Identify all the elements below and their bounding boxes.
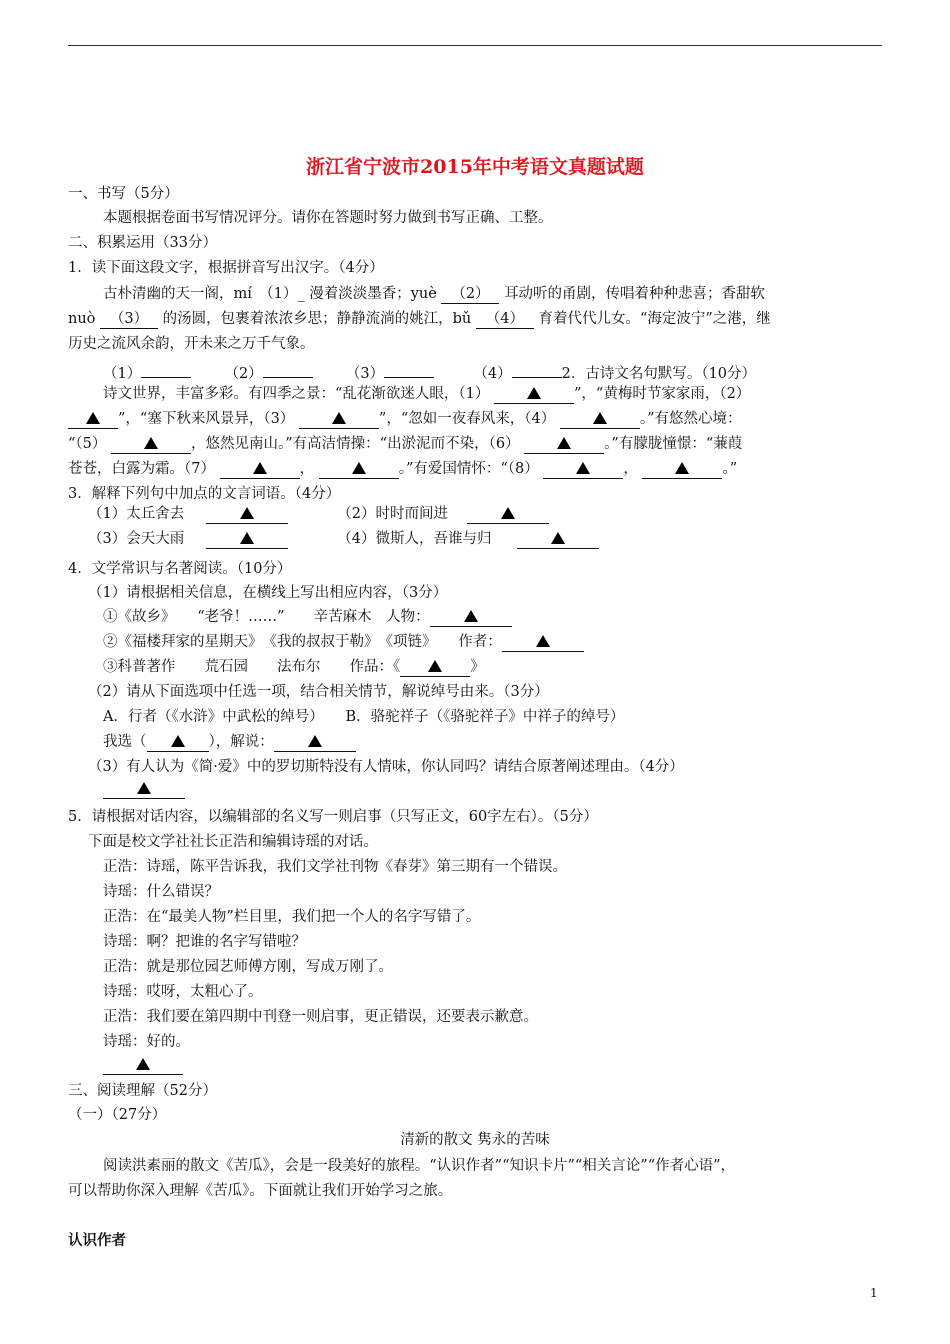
dialogue-line: 诗瑶：啊？把谁的名字写错啦？ <box>103 934 306 950</box>
reading-part-1-heading: （一）（27分） <box>68 1107 167 1123</box>
q2-line-4: 苍苍，白露为霜。（7） ， 。”有爱国情怀：“（8） ， 。” <box>68 461 738 477</box>
q4-part-1: （1）请根据相关信息，在横线上写出相应内容，（3分） <box>88 585 448 601</box>
dialogue-line: 正浩：我们要在第四期中刊登一则启事，更正错误，还要表示歉意。 <box>103 1009 538 1025</box>
q2-line-1: 诗文世界，丰富多彩。有四季之景：“乱花渐欲迷人眼，（1） ”，“黄梅时节家家雨，（2） <box>103 386 751 402</box>
q5-heading: 5．请根据对话内容，以编辑部的名义写一则启事（只写正文，60字左右）。（5分） <box>68 809 598 825</box>
answer-blank[interactable] <box>400 658 470 677</box>
triangle-icon <box>551 532 565 544</box>
triangle-icon <box>675 462 689 474</box>
triangle-icon <box>527 387 541 399</box>
answer-blank[interactable] <box>524 435 604 454</box>
answer-blank[interactable] <box>384 359 434 378</box>
section-1-heading: 一、书写（5分） <box>68 186 179 202</box>
q3-heading: 3．解释下列句中加点的文言词语。（4分） <box>68 486 341 502</box>
answer-blank[interactable] <box>147 733 209 752</box>
q4-part-3-answer <box>103 779 185 799</box>
answer-blank[interactable] <box>512 359 562 378</box>
triangle-icon <box>144 437 158 449</box>
triangle-icon <box>308 735 322 747</box>
triangle-icon <box>240 507 254 519</box>
dialogue-line: 诗瑶：好的。 <box>103 1034 190 1050</box>
page-number: 1 <box>870 1286 878 1300</box>
q1-passage-line-1: 古朴清幽的天一阁，mí （1）_ 漫着淡淡墨香；yuè （2） 耳动听的甬剧，传唱着种种悲喜；香甜软 <box>103 286 766 302</box>
answer-blank[interactable] <box>111 435 191 454</box>
triangle-icon <box>136 1058 150 1070</box>
q4-options: A．行者（《水浒》中武松的绰号） B．骆驼祥子（《骆驼祥子》中祥子的绰号） <box>103 709 625 725</box>
header-rule <box>68 45 882 46</box>
answer-blank[interactable] <box>103 780 185 799</box>
triangle-icon <box>332 412 346 424</box>
section-3-heading: 三、阅读理解（52分） <box>68 1083 217 1099</box>
reading-title: 清新的散文 隽永的苦味 <box>400 1132 550 1148</box>
answer-blank[interactable] <box>141 359 191 378</box>
triangle-icon <box>557 437 571 449</box>
q5-intro: 下面是校文学社社长正浩和编辑诗瑶的对话。 <box>88 834 378 850</box>
triangle-icon <box>240 532 254 544</box>
dialogue-line: 正浩：就是那位园艺师傅方刚，写成万刚了。 <box>103 959 393 975</box>
q1-passage-line-2: nuò （3） 的汤圆，包裹着浓浓乡思；静静流淌的姚江，bǔ （4） 育着代代儿女。“海定波宁”之港，继 <box>68 311 771 327</box>
triangle-icon <box>576 462 590 474</box>
dialogue-line: 诗瑶：哎呀，太粗心了。 <box>103 984 263 1000</box>
q5-answer <box>103 1055 183 1075</box>
answer-blank[interactable] <box>103 1056 183 1075</box>
q3-row-1: （1）太丘舍去 （2）时时而间进 <box>88 504 549 524</box>
dialogue-line: 诗瑶：什么错误？ <box>103 884 219 900</box>
q4-choice-row: 我选（ ），解说： <box>103 732 356 752</box>
triangle-icon <box>501 507 515 519</box>
answer-blank[interactable] <box>430 608 512 627</box>
answer-blank[interactable] <box>263 359 313 378</box>
q2-line-2: ”，“塞下秋来风景异，（3） ”，“忽如一夜春风来，（4） 。”有悠然心境： <box>68 409 742 429</box>
answer-blank[interactable] <box>274 733 356 752</box>
answer-blank[interactable] <box>494 385 574 404</box>
subsection-heading: 认识作者 <box>68 1232 126 1249</box>
triangle-icon <box>428 660 442 672</box>
answer-blank[interactable] <box>206 505 288 524</box>
answer-blank[interactable]: （3） <box>100 310 158 329</box>
answer-blank[interactable] <box>502 633 584 652</box>
triangle-icon <box>536 635 550 647</box>
answer-blank[interactable] <box>543 460 623 479</box>
answer-blank[interactable] <box>560 410 640 429</box>
document-title: 浙江省宁波市2015年中考语文真题试题 <box>306 156 644 178</box>
reading-intro-line-1: 阅读洪素丽的散文《苦瓜》，会是一段美好的旅程。“认识作者”“知识卡片”“相关言论”“作者心语”， <box>103 1158 736 1174</box>
q4-part-2: （2）请从下面选项中任选一项，结合相关情节，解说绰号由来。（3分） <box>88 684 549 700</box>
section-2-heading: 二、积累运用（33分） <box>68 235 217 251</box>
triangle-icon <box>593 412 607 424</box>
q4-heading: 4．文学常识与名著阅读。（10分） <box>68 561 292 577</box>
answer-blank[interactable] <box>220 460 300 479</box>
reading-intro-line-2: 可以帮助你深入理解《苦瓜》。下面就让我们开始学习之旅。 <box>68 1183 453 1199</box>
q1-passage-line-3: 历史之流风余韵，开未来之万千气象。 <box>68 336 315 352</box>
answer-blank[interactable] <box>299 410 379 429</box>
q2-line-3: “（5） ，悠然见南山。”有高洁情操：“出淤泥而不染，（6） 。”有朦胧憧憬：“蒹葭 <box>68 436 743 452</box>
triangle-icon <box>464 610 478 622</box>
answer-blank[interactable]: （2） <box>441 285 499 304</box>
triangle-icon <box>171 735 185 747</box>
q1-answer-row: （1） （2） （3） （4） 2．古诗文名句默写。（10分） <box>103 359 756 384</box>
q4-item-1: ①《故乡》 “老爷！……” 辛苦麻木 人物： <box>103 607 512 627</box>
q1-heading: 1．读下面这段文字，根据拼音写出汉字。（4分） <box>68 260 384 276</box>
q4-item-2: ②《福楼拜家的星期天》 《我的叔叔于勒》 《项链》 作者： <box>103 632 584 652</box>
triangle-icon <box>137 782 151 794</box>
q4-item-3: ③科普著作 荒石园 法布尔 作品：《 》 <box>103 659 485 675</box>
answer-blank[interactable]: （4） <box>476 310 534 329</box>
q4-part-3: （3）有人认为《简·爱》中的罗切斯特没有人情味，你认同吗？请结合原著阐述理由。（4分） <box>88 759 684 775</box>
dialogue-line: 正浩：在“最美人物”栏目里，我们把一个人的名字写错了。 <box>103 909 481 925</box>
triangle-icon <box>253 462 267 474</box>
answer-blank[interactable] <box>642 460 722 479</box>
section-1-text: 本题根据卷面书写情况评分。请你在答题时努力做到书写正确、工整。 <box>103 210 553 226</box>
answer-blank[interactable] <box>319 460 399 479</box>
answer-blank[interactable] <box>517 530 599 549</box>
answer-blank[interactable] <box>467 505 549 524</box>
answer-blank[interactable] <box>68 410 118 429</box>
q3-row-2: （3）会天大雨 （4）微斯人，吾谁与归 <box>88 529 599 549</box>
triangle-icon <box>352 462 366 474</box>
triangle-icon <box>86 412 100 424</box>
dialogue-line: 正浩：诗瑶，陈平告诉我，我们文学社刊物《春芽》第三期有一个错误。 <box>103 859 567 875</box>
answer-blank[interactable] <box>206 530 288 549</box>
